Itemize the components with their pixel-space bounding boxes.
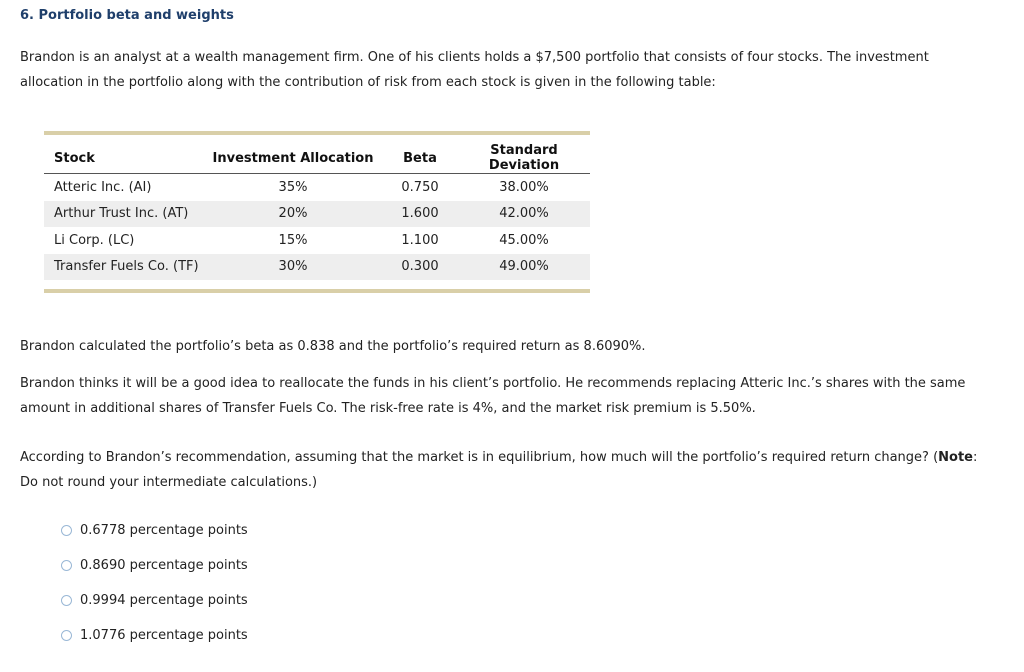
radio-button[interactable] (61, 525, 72, 536)
answer-option-label[interactable]: 0.9994 percentage points (80, 593, 248, 608)
answer-option[interactable] (61, 548, 248, 583)
calculation-paragraph: Brandon calculated the portfolio’s beta as 0.838 and the portfolio’s required return as 8.6090%. (20, 339, 646, 354)
cell-allocation: 20% (204, 201, 382, 228)
recommendation-paragraph: Brandon thinks it will be a good idea to reallocate the funds in his client’s portfolio. He recommends replacing Atteric Inc.’s shares with the same amount in additional shares of Transfer Fuels Co. The risk-free rate is 4%, and the market risk premium is 5.50%. (20, 376, 966, 416)
table-row (44, 227, 590, 254)
note-label: Note (938, 450, 973, 465)
cell-stock: Transfer Fuels Co. (TF) (44, 254, 204, 281)
table-row (44, 174, 590, 201)
table-header-row (44, 143, 590, 174)
answer-options (61, 513, 248, 653)
cell-stock: Li Corp. (LC) (54, 232, 135, 248)
cell-std-dev: 49.00% (458, 254, 590, 281)
question-prompt (20, 446, 980, 495)
cell-beta: 1.100 (401, 232, 439, 248)
cell-allocation: 30% (204, 254, 382, 281)
answer-option[interactable] (61, 583, 248, 618)
header-beta: Beta (382, 143, 458, 174)
question-title: 6. Portfolio beta and weights (20, 8, 234, 23)
radio-button[interactable] (61, 630, 72, 641)
intro-paragraph: Brandon is an analyst at a wealth management firm. One of his clients holds a $7,500 portfolio that consists of four stocks. The investment allocation in the portfolio along with the contribution of risk from each stock is given in the following table: (20, 50, 929, 90)
cell-allocation: 35% (278, 179, 308, 195)
cell-beta: 0.750 (401, 179, 439, 195)
cell-stock: Arthur Trust Inc. (AT) (44, 201, 204, 228)
table-row (44, 201, 590, 228)
table-bottom-rule (44, 289, 590, 293)
radio-button[interactable] (61, 595, 72, 606)
cell-allocation: 15% (278, 232, 308, 248)
cell-std-dev: 42.00% (458, 201, 590, 228)
cell-std-dev: 45.00% (499, 232, 549, 248)
answer-option[interactable] (61, 618, 248, 653)
question-text-before: According to Brandon’s recommendation, assuming that the market is in equilibrium, how much will the portfolio’s required return change? ( (20, 450, 939, 465)
radio-button[interactable] (61, 560, 72, 571)
answer-option[interactable] (61, 513, 248, 548)
answer-option-label[interactable]: 0.6778 percentage points (80, 523, 248, 538)
table-top-rule (44, 131, 590, 135)
header-std-dev: Standard Deviation (458, 143, 590, 174)
cell-beta: 1.600 (382, 201, 458, 228)
allocation-table (44, 131, 590, 293)
cell-beta: 0.300 (382, 254, 458, 281)
answer-option-label[interactable]: 1.0776 percentage points (80, 628, 248, 643)
table-row (44, 254, 590, 281)
answer-option-label[interactable]: 0.8690 percentage points (80, 558, 248, 573)
header-allocation: Investment Allocation (204, 143, 382, 174)
cell-std-dev: 38.00% (499, 179, 549, 195)
question-text-after: : Do not round your intermediate calculations.) (20, 450, 978, 490)
header-stock: Stock (44, 143, 204, 174)
cell-stock: Atteric Inc. (AI) (54, 179, 152, 195)
